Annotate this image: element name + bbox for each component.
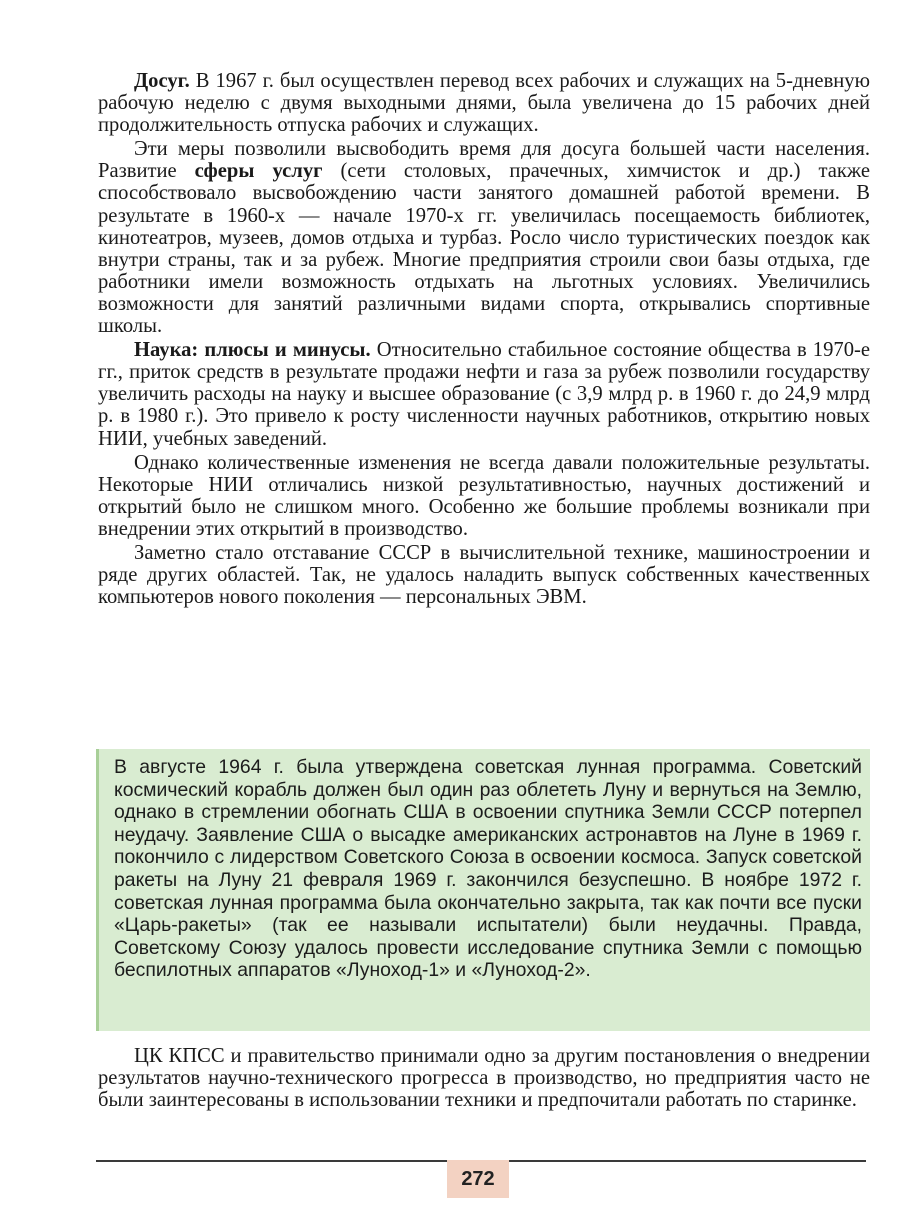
leisure-heading: Досуг. bbox=[134, 70, 190, 92]
page-number: 272 bbox=[447, 1160, 509, 1198]
science-paragraph-1 bbox=[98, 339, 870, 449]
leisure-paragraph-2 bbox=[98, 138, 870, 337]
leisure-paragraph-1 bbox=[98, 70, 870, 136]
main-text-top bbox=[98, 70, 870, 608]
closing-paragraph: ЦК КПСС и правительство принимали одно за другим постановления о внедрении результатов научно-технического прогресса в производство, но предприятия часто не были заинтересованы в использовании техники и предпочитали работать по старинке. bbox=[98, 1045, 870, 1112]
science-heading: Наука: плюсы и минусы. bbox=[134, 339, 371, 362]
leisure-text-2a: Эти меры позволили высвободить время для досуга большей части населения. Развитие bbox=[98, 138, 870, 183]
lunar-program-text: В августе 1964 г. была утверждена советская лунная программа. Советский космический корабль должен был один раз облететь Луну и вернуться на Землю, однако в стремлении обогнать США в освоении спутника Земли СССР потерпел неудачу. Заявление США о высадке американских астронавтов на Луне в 1969 г. покончило с лидерством Советского Союза в освоении космоса. Запуск советской ракеты на Луну 21 февраля 1969 г. закончился безуспешно. В ноябре 1972 г. советская лунная программа была окончательно закрыта, так как почти все пуски «Царь-ракеты» (так ее называли испытатели) были неудачны. Правда, Советскому Союзу удалось провести исследование спутника Земли с помощью беспилотных аппаратов «Луноход-1» и «Луноход-2». bbox=[114, 756, 862, 982]
science-text-1: Относительно стабильное состояние общества в 1970-е гг., приток средств в результате продажи нефти и газа за рубеж позволили государству увеличить расходы на науку и высшее образование (с 3,9 млрд р. в 1960 г. до 24,9 млрд р. в 1980 г.). Это привело к росту численности научных работников, открытию новых НИИ, учебных заведений. bbox=[98, 339, 870, 450]
science-paragraph-2: Однако количественные изменения не всегда давали положительные результаты. Некоторые НИИ отличались низкой результативностью, научных достижений и открытий было не слишком много. Особенно же большие проблемы возникали при внедрении этих открытий в производство. bbox=[98, 451, 870, 540]
main-text-bottom bbox=[98, 1045, 870, 1111]
leisure-text-2b: (сети столовых, прачечных, химчисток и др.) также способствовало высвобождению части занятого домашней работой времени. В результате в 1960-х — начале 1970-х гг. увеличилась посещаемость библиотек, кинотеатров, музеев, домов отдыха и турбаз. Росло число туристических поездок как внутри страны, так и за рубеж. Многие предприятия строили свои базы отдыха, где работники имели возможность отдыхать на льготных условиях. Увеличились возможности для занятий различными видами спорта, открывались спортивные школы. bbox=[98, 160, 870, 338]
science-paragraph-3: Заметно стало отставание СССР в вычислительной технике, машиностроении и ряде других областей. Так, не удалось наладить выпуск собственных качественных компьютеров нового поколения — персональных ЭВМ. bbox=[98, 541, 870, 609]
leisure-text-1: В 1967 г. был осуществлен перевод всех рабочих и служащих на 5-дневную рабочую неделю с двумя выходными днями, была увеличена до 15 рабочих дней продолжительность отпуска рабочих и служащих. bbox=[98, 70, 870, 137]
services-term: сферы услуг bbox=[194, 160, 323, 183]
